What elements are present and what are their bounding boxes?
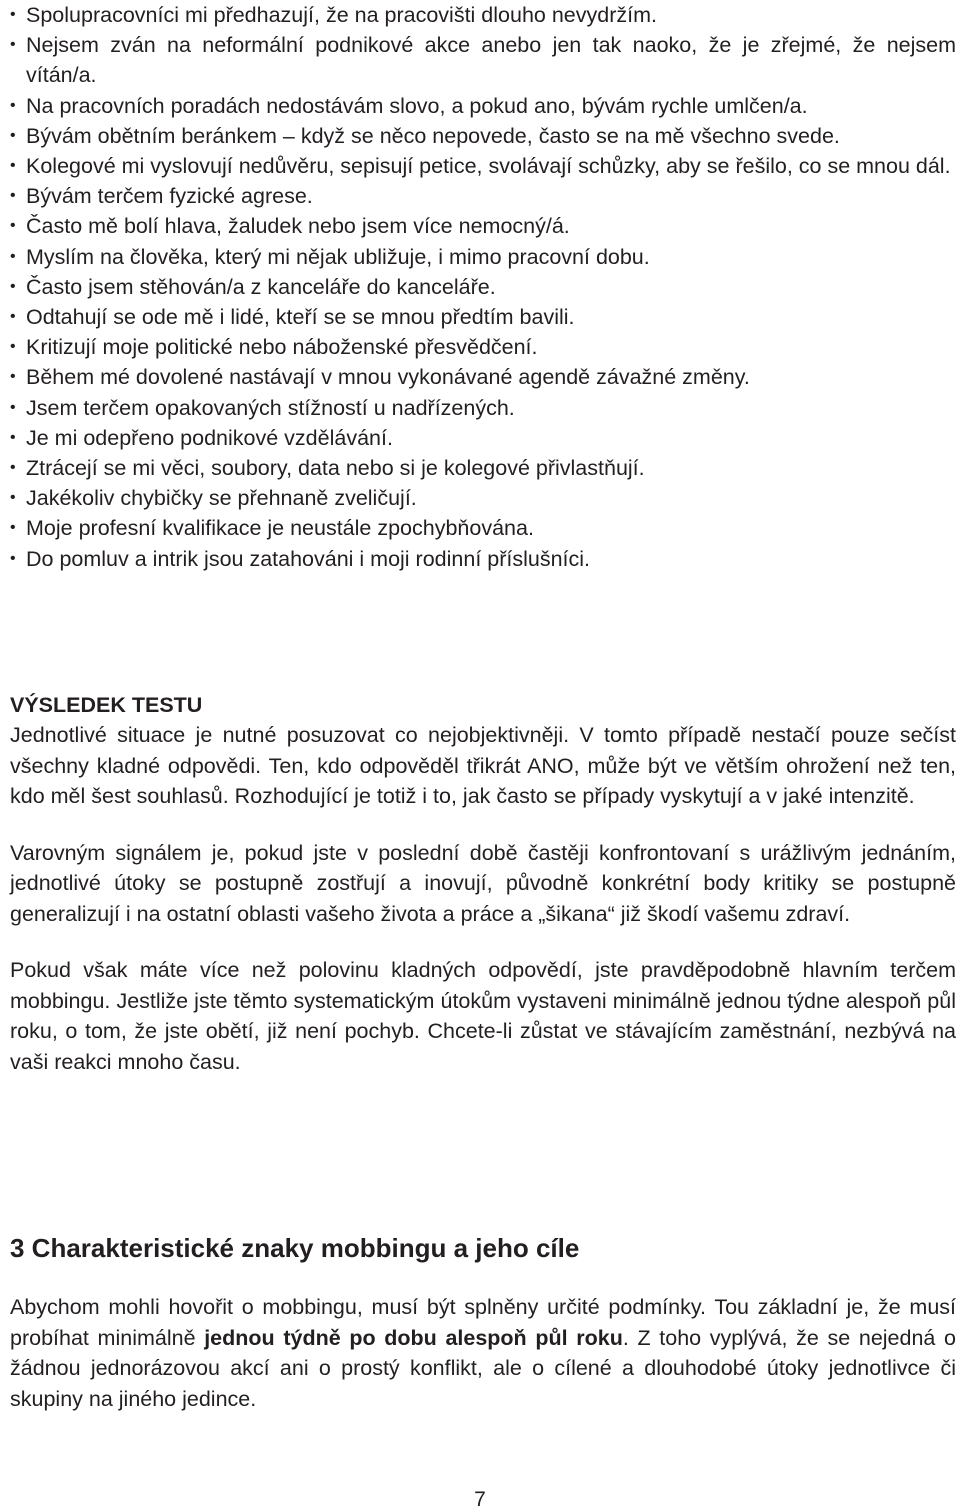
bullet-icon: • [10, 36, 16, 54]
list-item [10, 483, 956, 513]
list-item-text: Nejsem zván na neformální podnikové akce anebo jen tak naoko, že je zřejmé, že nejsem vítán/a. [26, 33, 956, 88]
list-item-text: Jakékoliv chybičky se přehnaně zveličují. [26, 486, 417, 511]
list-item [10, 544, 956, 574]
list-item [10, 423, 956, 453]
list-item-text: Během mé dovolené nastávají v mnou vykonávané agendě závažné změny. [26, 365, 750, 390]
symptom-list [10, 0, 956, 574]
bullet-icon: • [10, 398, 16, 416]
bullet-icon: • [10, 217, 16, 235]
list-item-text: Ztrácejí se mi věci, soubory, data nebo si je kolegové přivlastňují. [26, 456, 645, 481]
bullet-icon: • [10, 519, 16, 537]
chapter-text-start: Abychom mohli hovořit o mobbingu, musí být splněny určité podmínky. Tou základní je, že musí probíhat minimálně [10, 1295, 956, 1350]
list-item-text: Kritizují moje politické nebo náboženské přesvědčení. [26, 335, 538, 360]
list-item [10, 91, 956, 121]
bullet-icon: • [10, 6, 16, 23]
bullet-icon: • [10, 157, 16, 175]
page-number: 7 [474, 1488, 486, 1511]
bullet-icon: • [10, 277, 16, 295]
bullet-icon: • [10, 126, 16, 144]
list-item-text: Na pracovních poradách nedostávám slovo, a pokud ano, bývám rychle umlčen/a. [26, 93, 808, 118]
result-paragraph-3: Pokud však máte více než polovinu kladných odpovědí, jste pravděpodobně hlavním terčem mobbingu. Jestliže jste těmto systematickým útokům vystaveni minimálně jednou týdne alespoň půl roku, o tom, že jste obětí, již není pochyb. Chcete-li zůstat ve stávajícím zaměstnání, nezbývá na vaši reakci mnoho času. [10, 958, 956, 1074]
bullet-icon: • [10, 368, 16, 386]
bullet-icon: • [10, 187, 16, 205]
list-item [10, 151, 956, 181]
test-result-section [10, 690, 956, 1077]
list-item-text: Moje profesní kvalifikace je neustále zpochybňována. [26, 516, 534, 541]
list-item-text: Myslím na člověka, který mi nějak ubližuje, i mimo pracovní dobu. [26, 244, 650, 269]
list-item [10, 302, 956, 332]
bullet-icon: • [10, 489, 16, 507]
result-paragraph-1: Jednotlivé situace je nutné posuzovat co nejobjektivněji. V tomto případě nestačí pouze sečíst všechny kladné odpovědi. Ten, kdo odpověděl třikrát ANO, může být ve větším ohrožení než ten, kdo měl šest souhlasů. Rozhodující je totiž i to, jak často se případy vyskytují a v jaké intenzitě. [10, 723, 956, 808]
bullet-icon: • [10, 338, 16, 356]
list-item [10, 30, 956, 90]
list-item [10, 211, 956, 241]
list-item [10, 393, 956, 423]
list-item-text: Bývám terčem fyzické agrese. [26, 184, 313, 209]
bullet-icon: • [10, 96, 16, 114]
list-item [10, 332, 956, 362]
bullet-icon: • [10, 247, 16, 265]
list-item [10, 242, 956, 272]
list-item-text: Bývám obětním beránkem – když se něco nepovede, často se na mě všechno svede. [26, 123, 840, 148]
list-item [10, 181, 956, 211]
bullet-icon: • [10, 308, 16, 326]
list-item-text: Jsem terčem opakovaných stížností u nadřízených. [26, 395, 515, 420]
bullet-icon: • [10, 459, 16, 477]
list-item-text: Kolegové mi vyslovují nedůvěru, sepisují petice, svolávají schůzky, aby se řešilo, co se mnou dál. [26, 154, 951, 179]
list-item [10, 362, 956, 392]
test-result-heading: VÝSLEDEK TESTU [10, 693, 203, 717]
document-page [10, 0, 956, 574]
list-item [10, 513, 956, 543]
chapter-3-section [10, 1232, 956, 1414]
list-item-text: Často jsem stěhován/a z kanceláře do kanceláře. [26, 274, 496, 299]
list-item [10, 121, 956, 151]
list-item-text: Odtahují se ode mě i lidé, kteří se se mnou předtím bavili. [26, 305, 575, 330]
list-item-text: Je mi odepřeno podnikové vzdělávání. [26, 425, 393, 450]
list-item-text: Často mě bolí hlava, žaludek nebo jsem více nemocný/á. [26, 214, 570, 239]
list-item [10, 0, 956, 30]
bullet-icon: • [10, 549, 16, 567]
list-item-text: Do pomluv a intrik jsou zatahováni i moji rodinní příslušníci. [26, 546, 591, 571]
chapter-text-end: . Z toho vyplývá, že se nejedná o žádnou jednorázovou akcí ani o prostý konflikt, ale o cílené a dlouhodobé útoky jednotlivce či skupiny na jiného jedince. [10, 1325, 956, 1411]
chapter-bold-text: jednou týdně po dobu alespoň půl roku [204, 1325, 623, 1350]
list-item [10, 272, 956, 302]
list-item [10, 453, 956, 483]
result-paragraph-2: Varovným signálem je, pokud jste v poslední době častěji konfrontovaní s urážlivým jednáním, jednotlivé útoky se postupně zostřují a inovují, původně konkrétní body kritiky se postupně generalizují i na ostatní oblasti vašeho života a práce a „šikana“ již škodí vašemu zdraví. [10, 840, 956, 926]
chapter-heading: 3 Charakteristické znaky mobbingu a jeho cíle [10, 1233, 580, 1263]
list-item-text: Spolupracovníci mi předhazují, že na pracovišti dlouho nevydržím. [26, 3, 657, 27]
bullet-icon: • [10, 428, 16, 446]
chapter-paragraph [10, 1292, 956, 1414]
